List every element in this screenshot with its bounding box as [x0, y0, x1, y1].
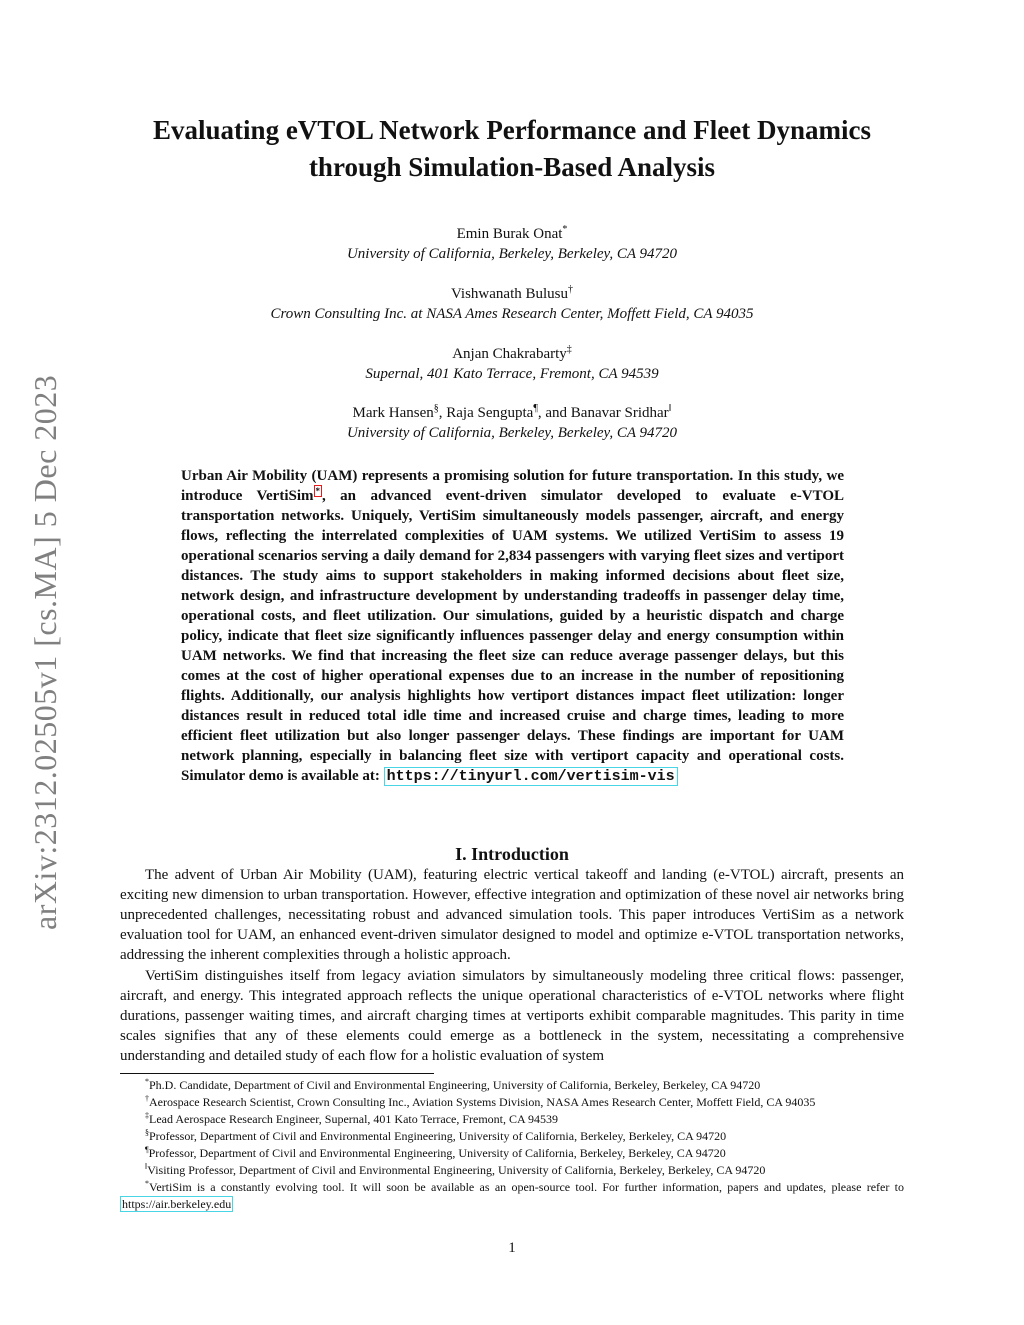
footnote-mark: * [145, 1179, 149, 1188]
footnote-text: VertiSim is a constantly evolving tool. It will soon be available as an open-source tool. For further information, papers and updates, please refer to [149, 1180, 904, 1194]
author-group [120, 403, 904, 443]
footnotes [120, 1077, 904, 1213]
footnote-mark: † [145, 1094, 149, 1103]
title-line-2: through Simulation-Based Analysis [308, 152, 716, 182]
author-mark: ‡ [566, 344, 572, 355]
author-name: Emin Burak Onat [456, 226, 563, 242]
footnote-mark: ‡ [145, 1111, 149, 1120]
author-separator: , and [537, 405, 571, 421]
author-mark: ¶ [533, 403, 538, 414]
footnote-text: Ph.D. Candidate, Department of Civil and Environmental Engineering, University of California, Berkeley, Berkeley, CA 94720 [149, 1078, 761, 1092]
author-bulusu [120, 284, 904, 324]
abstract [181, 466, 844, 787]
author-chakrabarty [120, 344, 904, 384]
footnote-rule [120, 1073, 434, 1074]
footnote-mark: § [145, 1128, 149, 1137]
author-name: Vishwanath Bulusu [450, 286, 568, 302]
footnote [120, 1162, 904, 1179]
footnote-text: Professor, Department of Civil and Environmental Engineering, University of California, Berkeley, Berkeley, CA 94720 [149, 1129, 727, 1143]
author-affiliation: University of California, Berkeley, Berkeley, CA 94720 [346, 246, 678, 262]
author-mark: § [433, 403, 439, 414]
author-affiliation: Supernal, 401 Kato Terrace, Fremont, CA 94539 [365, 366, 659, 382]
footnote-text: Lead Aerospace Research Engineer, Supernal, 401 Kato Terrace, Fremont, CA 94539 [149, 1112, 558, 1126]
title-line-1: Evaluating eVTOL Network Performance and Fleet Dynamics [153, 115, 871, 145]
footnote-text: Visiting Professor, Department of Civil and Environmental Engineering, University of California, Berkeley, Berkeley, CA 94720 [147, 1163, 766, 1177]
author-name: Banavar Sridhar [570, 405, 669, 421]
author-name: Mark Hansen [352, 405, 434, 421]
abstract-text-main: , an advanced event-driven simulator developed to evaluate e-VTOL transportation networks. Uniquely, VertiSim simultaneously models passenger, aircraft, and energy flows, reflecting the interrelated complexities of UAM systems. We utilized VertiSim to assess 19 operational scenarios serving a daily demand for 2,834 passengers with varying fleet sizes and vertiport distances. The study aims to support stakeholders in making informed decisions about fleet size, network design, and infrastructure development by understanding tradeoffs in passenger delay time, operational costs, and fleet utilization. Our simulations, guided by a heuristic dispatch and charge policy, indicate that fleet size significantly influences passenger delay and energy consumption within UAM networks. We find that increasing the fleet size can reduce average passenger delays, but this comes at the cost of higher operational expenses due to an increase in the number of repositioning flights. Additionally, our analysis highlights how vertiport distances impact fleet utilization: longer distances result in reduced total idle time and increased cruise and charge times, leading to more efficient fleet utilization but also longer passenger delays. These findings are important for UAM network planning, especially in balancing fleet size with vertiport capacity and operational costs. Simulator demo is available at: [181, 488, 844, 784]
footnote-mark: ¶ [145, 1145, 149, 1154]
author-affiliation: University of California, Berkeley, Berkeley, CA 94720 [346, 425, 678, 441]
page-number: 1 [508, 1240, 516, 1256]
intro-paragraph-1: The advent of Urban Air Mobility (UAM), featuring electric vertical takeoff and landing (e-VTOL) aircraft, presents an exciting new dimension to urban transportation. However, effective integration and optimization of these novel air networks bring unprecedented challenges, necessitating robust and advanced simulation tools. This paper introduces VertiSim as a network evaluation tool for UAM, an enhanced event-driven simulator designed to model and optimize e-VTOL transportation networks, addressing the inherent complexities through a holistic approach. [120, 867, 904, 963]
author-mark: † [568, 284, 573, 295]
air-berkeley-link[interactable]: https://air.berkeley.edu [122, 1197, 232, 1211]
author-mark: ‖ [668, 403, 672, 414]
author-name: Raja Sengupta [446, 405, 534, 421]
footnote-mark: * [145, 1077, 149, 1086]
author-onat [120, 224, 904, 264]
footnote-text: Aerospace Research Scientist, Crown Consulting Inc., Aviation Systems Division, NASA Ames Research Center, Moffett Field, CA 94035 [149, 1095, 816, 1109]
footnote-mark: ‖ [145, 1162, 148, 1171]
author-separator: , [438, 405, 447, 421]
intro-paragraph-2: VertiSim distinguishes itself from legacy aviation simulators by simultaneously modeling three critical flows: passenger, aircraft, and energy. This integrated approach reflects the unique operational characteristics of e-VTOL networks where flight durations, passenger waiting times, and aircraft charging times at vertiports exhibit comparable magnitudes. This parity in time scales signifies that any of these elements could emerge as a bottleneck in the system, necessitating a comprehensive understanding and detailed study of each flow for a holistic evaluation of system [120, 968, 904, 1064]
footnote-text: Professor, Department of Civil and Environmental Engineering, University of California, Berkeley, Berkeley, CA 94720 [148, 1146, 726, 1160]
footnote [120, 1145, 904, 1162]
section-heading: I. Introduction [455, 844, 569, 864]
author-affiliation: Crown Consulting Inc. at NASA Ames Research Center, Moffett Field, CA 94035 [270, 306, 754, 322]
author-mark: * [562, 224, 568, 235]
author-name: Anjan Chakrabarty [452, 346, 567, 362]
paper-title [100, 112, 924, 186]
footnote-link-vertisim[interactable]: * [315, 486, 320, 496]
footnote [120, 1094, 904, 1111]
footnote [120, 1128, 904, 1145]
footnote [120, 1077, 904, 1094]
demo-link[interactable]: https://tinyurl.com/vertisim-vis [384, 767, 678, 786]
abstract-text-start: Urban Air Mobility (UAM) represents a promising solution for future transportation. In this study, we introduce VertiSim [181, 468, 844, 504]
arxiv-identifier: arXiv:2312.02505v1 [cs.MA] 5 Dec 2023 [27, 374, 63, 930]
footnote [120, 1111, 904, 1128]
footnote-vertisim [120, 1179, 904, 1213]
